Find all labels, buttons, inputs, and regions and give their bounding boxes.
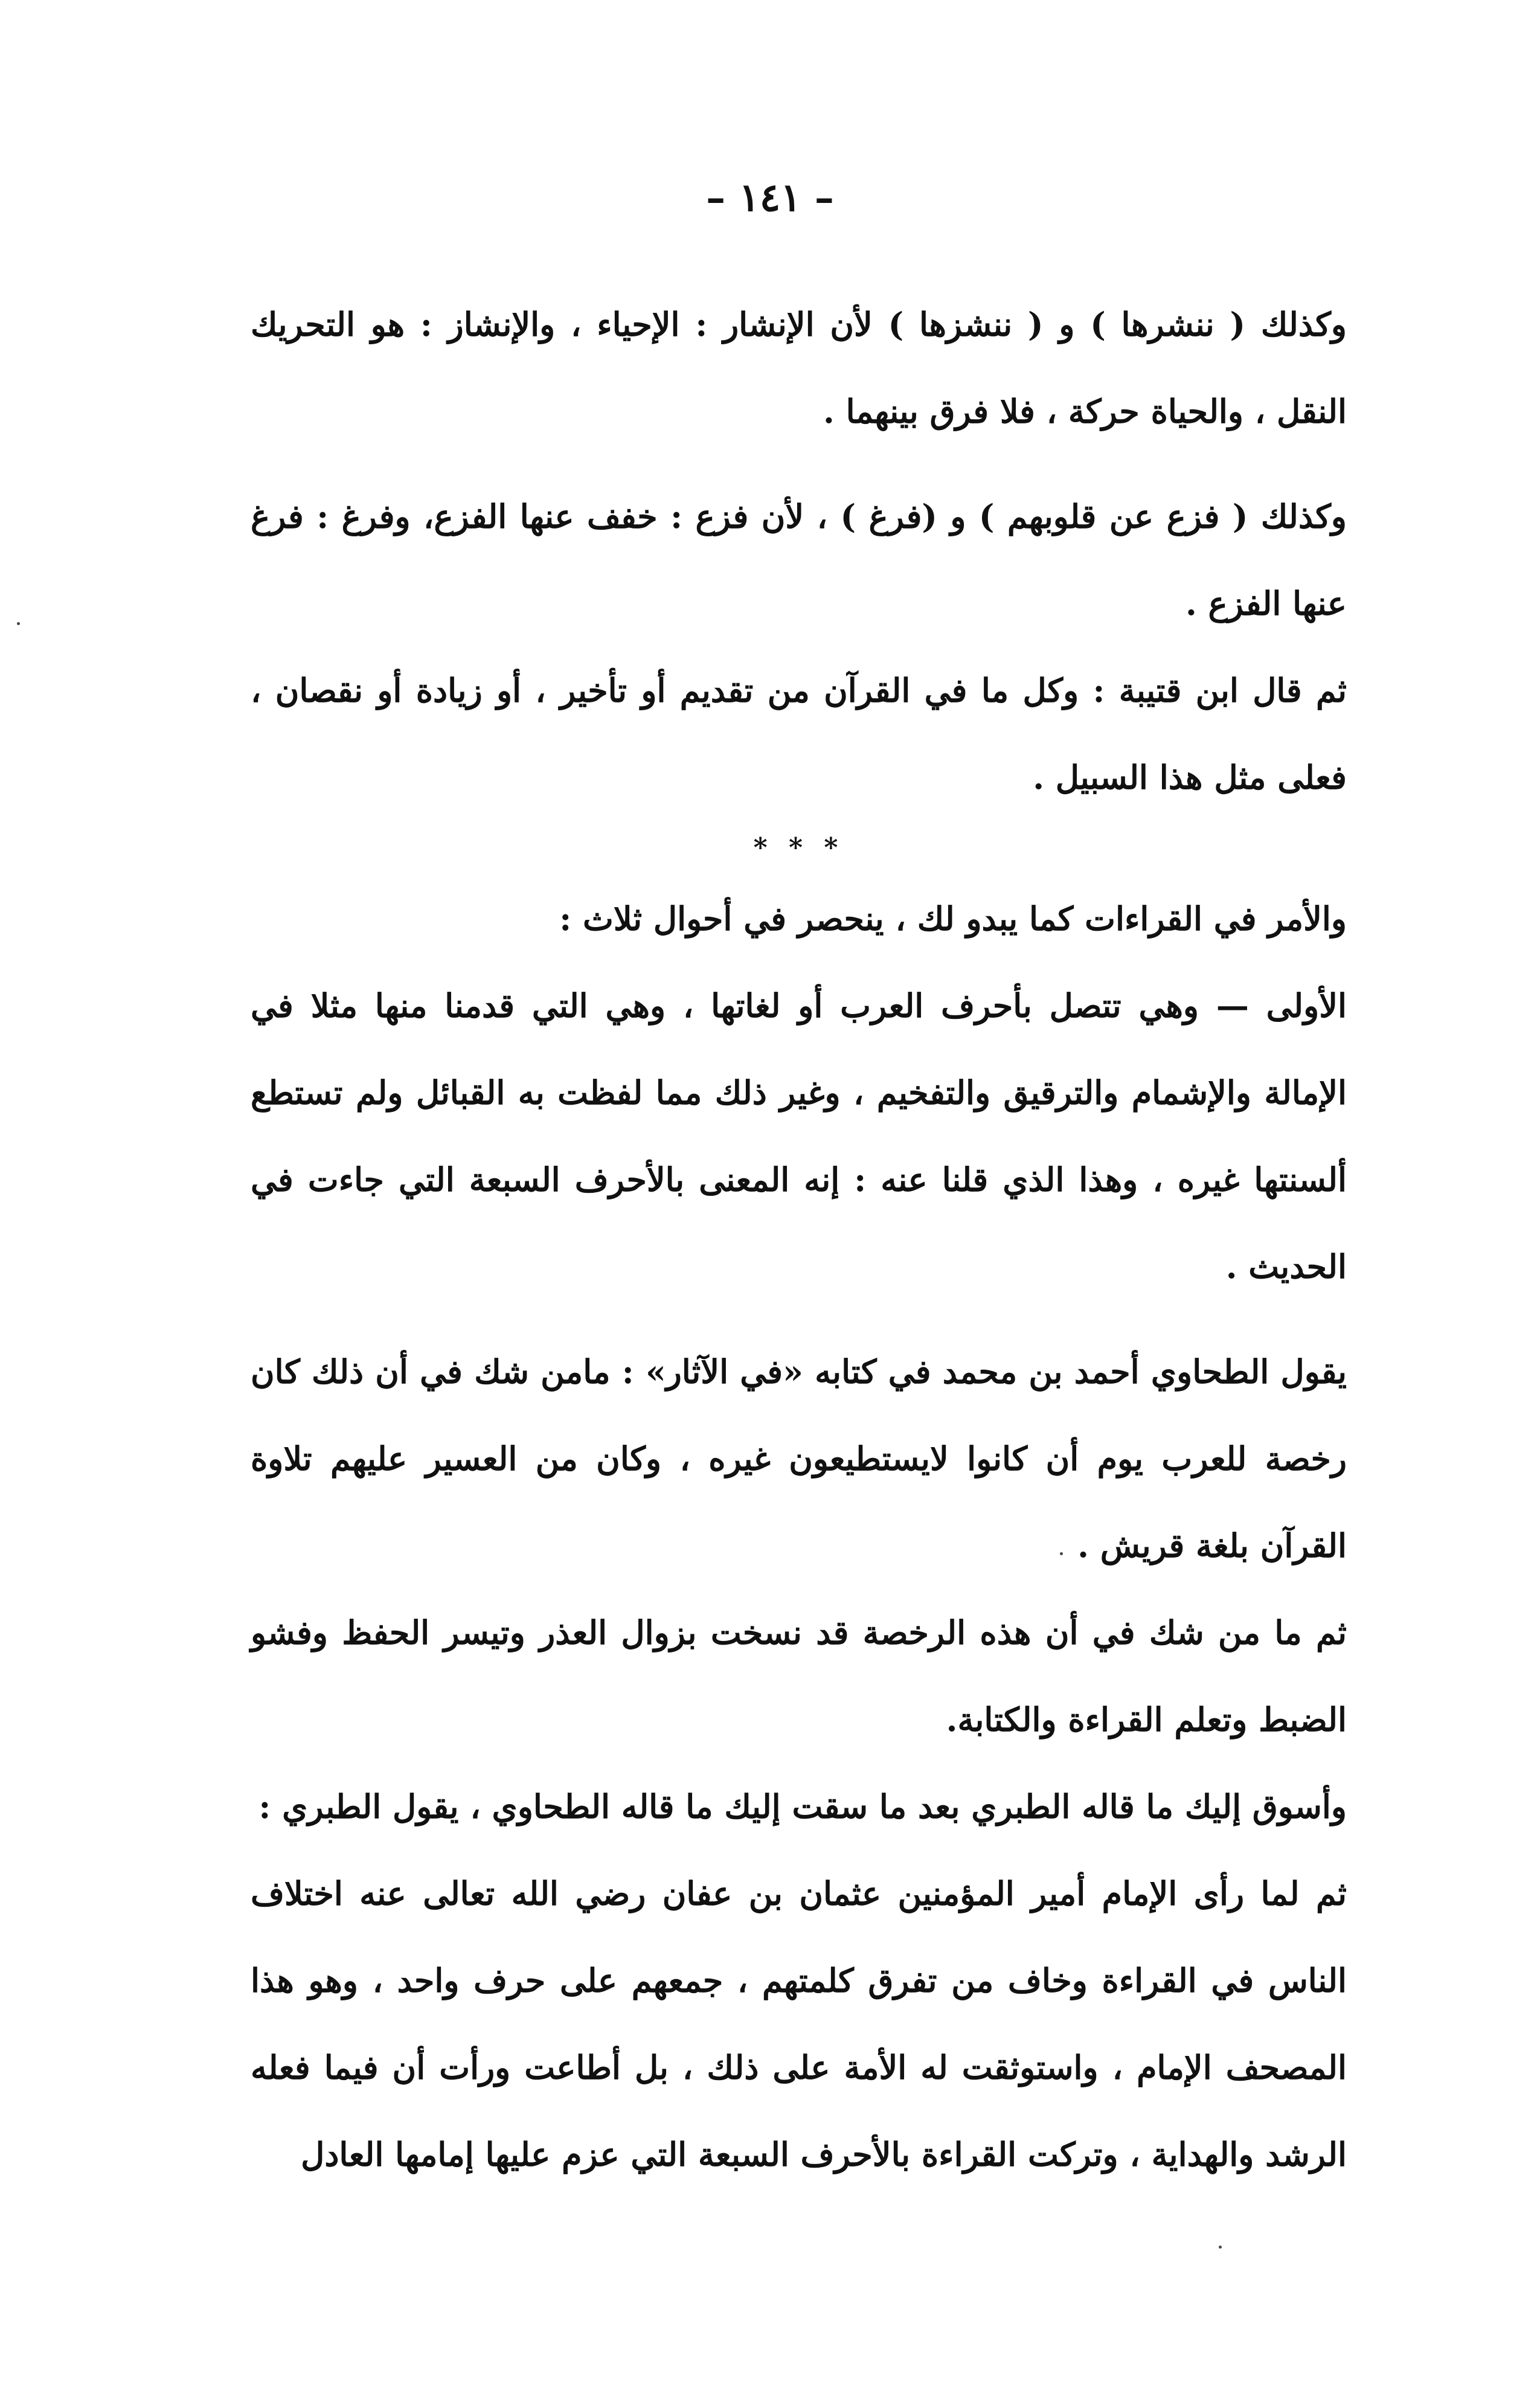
- paragraph-fuzzi: وكذلك ( فزع عن قلوبهم ) و (فرغ ) ، لأن فزع : خفف عنها الفزع، وفرغ : فرغ عنها الفزع .: [251, 497, 1347, 623]
- margin-speck: [1219, 2246, 1222, 2249]
- section-separator: * * *: [753, 832, 844, 863]
- paragraph-abrogation: ثم ما من شك في أن هذه الرخصة قد نسخت بزوال العذر وتيسر الحفظ وفشو الضبط وتعلم القراءة والكتابة.: [251, 1613, 1347, 1739]
- paragraph-tabari-intro: وأسوق إليك ما قاله الطبري بعد ما سقت إليك ما قاله الطحاوي ، يقول الطبري :: [258, 1787, 1347, 1826]
- paragraph-three-states: والأمر في القراءات كما يبدو لك ، ينحصر في أحوال ثلاث :: [559, 899, 1347, 938]
- page-number: – ١٤١ –: [706, 175, 834, 220]
- paragraph-uthman: ثم لما رأى الإمام أمير المؤمنين عثمان بن عفان رضي الله تعالى عنه اختلاف الناس في القراءة وخاف من تفرق كلمتهم ، جمعهم على حرف واحد ، وهو هذا المصحف الإمام ، واستوثقت له الأمة على ذلك ، بل أطاعت ورأت أن فيما فعله الرشد والهداية ، وتركت القراءة بالأحرف السبعة التي عزم عليها إمامها العادل: [251, 1874, 1347, 2174]
- paragraph-first-state: الأولى — وهي تتصل بأحرف العرب أو لغاتها ، وهي التي قدمنا منها مثلا في الإمالة والإشمام والترقيق والتفخيم ، وغير ذلك مما لفظت به القبائل ولم تستطع ألسنتها غيره ، وهذا الذي قلنا عنه : إنه المعنى بالأحرف السبعة التي جاءت في الحديث .: [251, 986, 1347, 1286]
- margin-speck: [1060, 1552, 1063, 1555]
- paragraph-ninshar: وكذلك ( ننشرها ) و ( ننشزها ) لأن الإنشار : الإحياء ، والإنشاز : هو التحريك النقل ، والحياة حركة ، فلا فرق بينهما .: [251, 305, 1347, 431]
- paragraph-tahawi: يقول الطحاوي أحمد بن محمد في كتابه «في الآثار» : مامن شك في أن ذلك كان رخصة للعرب يوم أن كانوا لايستطيعون غيره ، وكان من العسير عليهم تلاوة القرآن بلغة قريش .: [251, 1352, 1347, 1565]
- body-text: [251, 281, 1347, 2198]
- margin-speck: [17, 622, 20, 625]
- paragraph-ibn-qutayba: ثم قال ابن قتيبة : وكل ما في القرآن من تقديم أو تأخير ، أو زيادة أو نقصان ، فعلى مثل هذا السبيل .: [251, 671, 1347, 797]
